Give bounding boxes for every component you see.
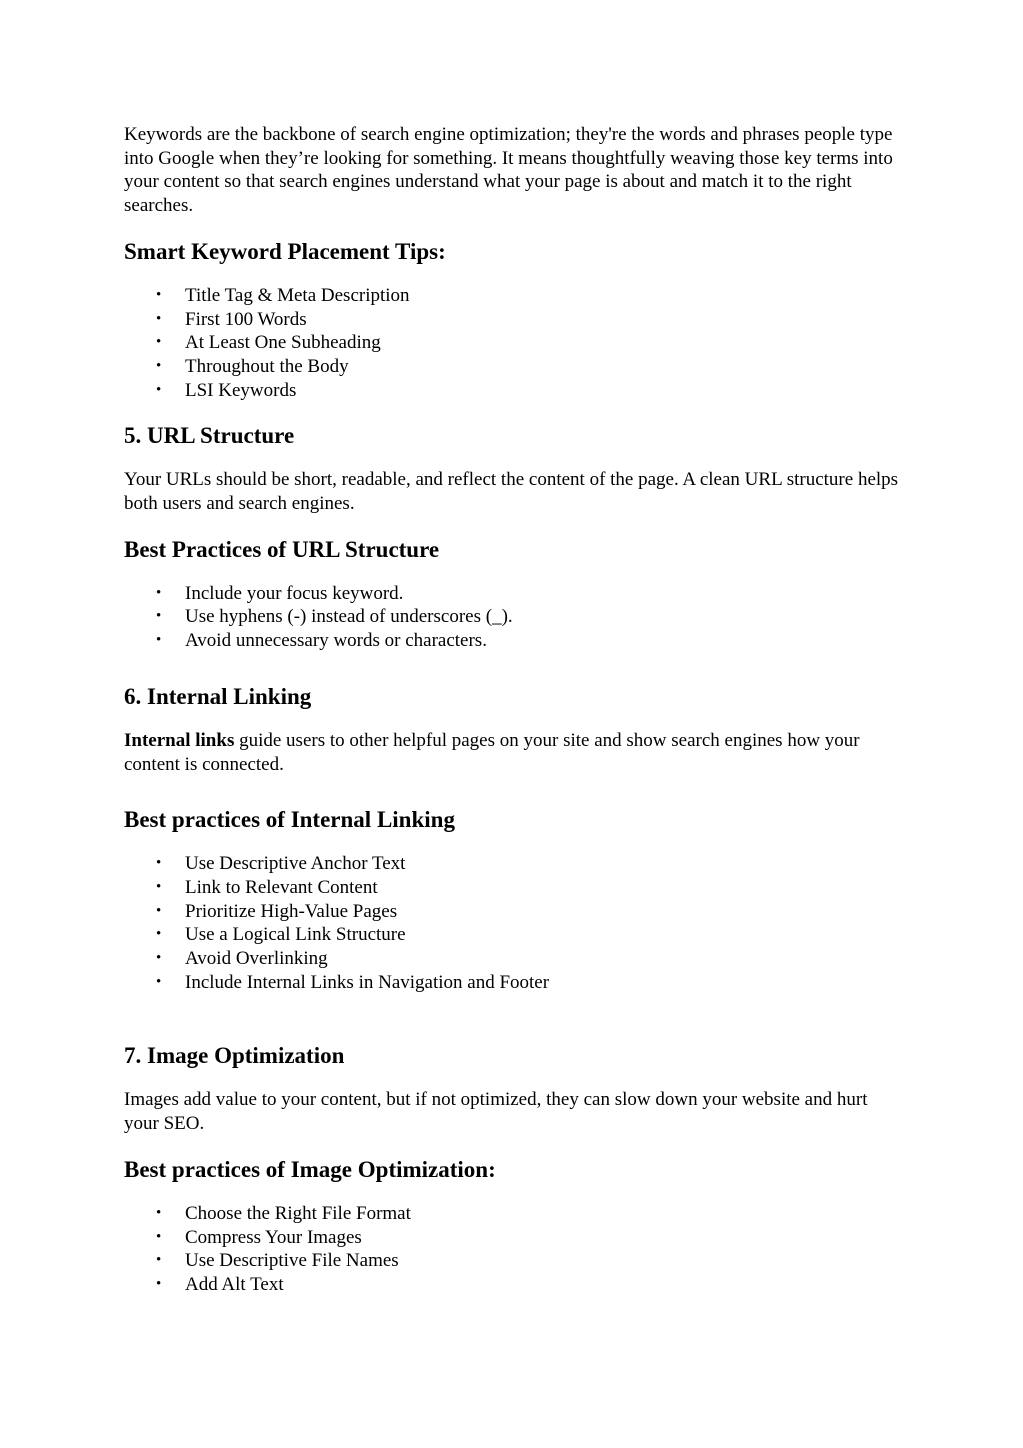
list-item [124, 1273, 904, 1297]
list-item-text: LSI Keywords [185, 379, 297, 401]
list-item-text: Include your focus keyword. [185, 582, 404, 604]
list-item-text: Choose the Right File Format [185, 1202, 411, 1224]
url-practices-heading: Best Practices of URL Structure [124, 536, 440, 562]
list-item-text: Use hyphens (-) instead of underscores (_). [185, 606, 513, 628]
bullet-icon: • [156, 1228, 162, 1245]
list-item [124, 852, 904, 876]
bullet-icon: • [156, 1275, 162, 1292]
list-item-text: Title Tag & Meta Description [185, 284, 410, 306]
list-item-text: Avoid unnecessary words or characters. [185, 630, 487, 652]
keyword-tips-list [124, 284, 904, 403]
list-item [124, 605, 904, 629]
list-item [124, 379, 904, 403]
document-page [124, 123, 904, 1297]
list-item-text: At Least One Subheading [185, 332, 381, 354]
list-item-text: Use a Logical Link Structure [185, 924, 406, 946]
list-item [124, 331, 904, 355]
bullet-icon: • [156, 950, 162, 967]
intro-paragraph: Keywords are the backbone of search engine optimization; they're the words and phrases people type into Google when they’re looking for something. It means thoughtfully weaving those key terms into your content so that search engines understand what your page is about and match it to the right searches. [124, 124, 893, 217]
list-item [124, 1202, 904, 1226]
list-item [124, 582, 904, 606]
bullet-icon: • [156, 381, 162, 398]
list-item [124, 900, 904, 924]
bullet-icon: • [156, 973, 162, 990]
bullet-icon: • [156, 584, 162, 601]
list-item [124, 308, 904, 332]
internal-linking-paragraph [124, 729, 904, 776]
url-structure-paragraph: Your URLs should be short, readable, and reflect the content of the page. A clean URL structure helps both users and search engines. [124, 469, 899, 515]
internal-linking-heading: 6. Internal Linking [124, 683, 312, 709]
list-item-text: Include Internal Links in Navigation and Footer [185, 971, 550, 993]
image-optimization-heading: 7. Image Optimization [124, 1043, 345, 1069]
list-item [124, 876, 904, 900]
list-item-text: Avoid Overlinking [185, 948, 328, 970]
image-optimization-paragraph: Images add value to your content, but if not optimized, they can slow down your website and hurt your SEO. [124, 1089, 868, 1135]
list-item-text: Compress Your Images [185, 1226, 362, 1248]
bullet-icon: • [156, 632, 162, 649]
list-item [124, 947, 904, 971]
bullet-icon: • [156, 902, 162, 919]
bullet-icon: • [156, 310, 162, 327]
list-item [124, 1249, 904, 1273]
bullet-icon: • [156, 334, 162, 351]
bullet-icon: • [156, 878, 162, 895]
image-practices-heading: Best practices of Image Optimization: [124, 1156, 496, 1182]
list-item-text: Prioritize High-Value Pages [185, 900, 398, 922]
bullet-icon: • [156, 286, 162, 303]
bullet-icon: • [156, 1204, 162, 1221]
list-item-text: Add Alt Text [185, 1273, 284, 1295]
bullet-icon: • [156, 1252, 162, 1269]
url-practices-list [124, 582, 904, 653]
internal-linking-text: guide users to other helpful pages on your site and show search engines how your content is connected. [124, 729, 860, 775]
image-practices-list [124, 1202, 904, 1297]
list-item-text: Use Descriptive Anchor Text [185, 853, 406, 875]
bullet-icon: • [156, 608, 162, 625]
list-item [124, 1226, 904, 1250]
url-structure-heading: 5. URL Structure [124, 423, 295, 449]
list-item-text: First 100 Words [185, 308, 307, 330]
list-item [124, 355, 904, 379]
internal-practices-list [124, 852, 904, 994]
keyword-tips-heading: Smart Keyword Placement Tips: [124, 238, 446, 264]
internal-practices-heading: Best practices of Internal Linking [124, 807, 455, 833]
bullet-icon: • [156, 855, 162, 872]
list-item [124, 284, 904, 308]
list-item-text: Use Descriptive File Names [185, 1250, 399, 1272]
list-item [124, 923, 904, 947]
list-item-text: Link to Relevant Content [185, 876, 378, 898]
list-item [124, 971, 904, 995]
bullet-icon: • [156, 357, 162, 374]
bullet-icon: • [156, 926, 162, 943]
internal-links-bold-term: Internal links [124, 729, 235, 751]
list-item [124, 629, 904, 653]
list-item-text: Throughout the Body [185, 355, 349, 377]
